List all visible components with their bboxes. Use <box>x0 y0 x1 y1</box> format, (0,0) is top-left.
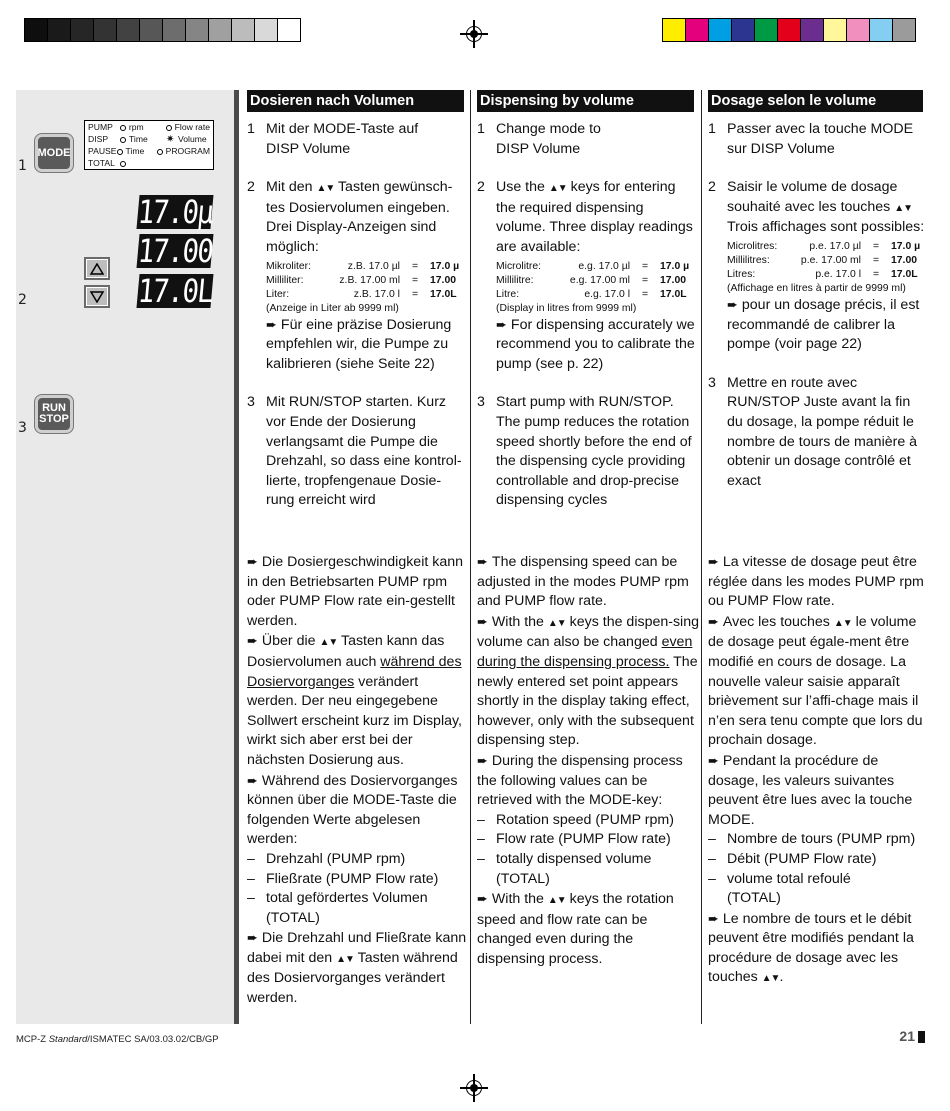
note-emphasis: even during the dispensing process. <box>477 634 693 670</box>
run-stop-button[interactable] <box>35 395 73 433</box>
list-item: – Débit (PUMP Flow rate) <box>708 850 930 870</box>
up-down-keys-icon: ▲▼ <box>761 973 780 985</box>
color-swatch <box>162 18 186 42</box>
english-column <box>477 90 697 511</box>
list-item: – Flow rate (PUMP Flow rate) <box>477 830 699 850</box>
step-num: 3 <box>477 394 485 411</box>
footer-document-id <box>16 1034 219 1045</box>
arrow-right-icon: ➨ <box>247 772 258 788</box>
color-swatch <box>685 18 709 42</box>
unit-example: p.e. 17.0 µl <box>809 240 861 252</box>
arrow-right-icon: ➨ <box>496 316 507 332</box>
note-text: La vitesse de dosage peut être réglée dans les modes PUMP rpm ou PUMP Flow rate. <box>708 554 924 610</box>
registration-mark-top <box>460 20 488 48</box>
up-down-keys-icon: ▲▼ <box>833 617 852 629</box>
legend-mode: PUMP <box>88 122 113 132</box>
list-item: – Nombre de tours (PUMP rpm) <box>708 830 930 850</box>
up-down-keys-icon: ▲▼ <box>316 183 335 195</box>
color-swatch <box>731 18 755 42</box>
step-num: 3 <box>708 374 716 391</box>
note-text: verändert werden. Der neu eingegebene Sollwert erscheint kurz im Display, wirkt sich aber erst bei der nächsten Dosierung aus. <box>247 673 462 768</box>
unit-example: z.B. 17.00 ml <box>339 274 400 286</box>
equals: = <box>411 260 419 272</box>
step-1 <box>708 120 928 159</box>
page-number: 21 <box>899 1028 915 1044</box>
unit-display: 17.0L <box>891 268 918 280</box>
list-text: Flow rate (PUMP Flow rate) <box>496 831 671 848</box>
color-calibration-bar <box>662 18 915 42</box>
lcd-display-millilitre: 17.00 <box>136 232 214 270</box>
unit-display: 17.00 <box>891 254 918 266</box>
unit-row <box>266 260 467 274</box>
unit-row <box>727 254 928 268</box>
list-text: (TOTAL) <box>727 890 781 907</box>
step-1 <box>247 120 467 159</box>
unit-row <box>496 274 697 288</box>
arrow-right-icon: ➨ <box>247 633 258 649</box>
registration-mark-bottom <box>460 1074 488 1102</box>
up-down-keys-icon: ▲▼ <box>319 637 338 649</box>
arrow-right-icon: ➨ <box>477 752 488 768</box>
arrow-right-icon: ➨ <box>708 752 719 768</box>
up-down-keys-icon: ▲▼ <box>336 953 354 965</box>
arrow-right-icon: ➨ <box>708 613 719 629</box>
circle-indicator-icon <box>157 149 163 155</box>
unit-display: 17.0 µ <box>660 260 690 272</box>
list-text: volume total refoulé <box>727 870 851 887</box>
step-text: Use the <box>496 179 545 196</box>
note-text: The dispensing speed can be adjusted in the modes PUMP rpm and PUMP flow rate. <box>477 554 689 610</box>
arrow-right-icon: ➨ <box>247 554 258 569</box>
step-text: Passer avec la touche MODE sur DISP Volume <box>727 121 914 157</box>
equals: = <box>872 254 880 266</box>
french-notes <box>708 552 930 989</box>
unit-example: e.g. 17.0 µl <box>578 260 630 272</box>
step-text: Mit den <box>266 179 313 196</box>
step-text: Mit RUN/STOP starten. Kurz vor Ende der Dosierung verlangsamt die Pumpe die Drehzahl, so dass eine kontrol-lierte, tropfengenaue Dosie-rung erreicht wird <box>266 394 462 509</box>
legend-sub: Flow rate <box>174 122 210 132</box>
mode-button-label: MODE <box>37 146 71 159</box>
color-swatch <box>70 18 94 42</box>
unit-table <box>266 260 467 315</box>
unit-table <box>727 240 928 295</box>
equals: = <box>411 274 419 286</box>
step-text: Saisir le volume de dosage souhaité avec les touches <box>727 179 898 215</box>
unit-display: 17.0 µ <box>891 240 921 252</box>
arrow-right-icon: ➨ <box>477 554 488 569</box>
circle-indicator-icon <box>120 125 126 131</box>
color-swatch <box>93 18 117 42</box>
equals: = <box>641 288 649 300</box>
unit-example: e.g. 17.0 l <box>584 288 630 300</box>
list-item: – Rotation speed (PUMP rpm) <box>477 811 699 831</box>
triangle-down-icon <box>90 291 104 303</box>
unit-row <box>266 274 467 288</box>
step-2 <box>708 178 928 355</box>
run-label: RUN <box>42 402 66 414</box>
note-text: keys the rotation speed and flow rate can be changed even during the dispensing process. <box>477 891 674 967</box>
unit-name: Liter: <box>266 288 290 300</box>
equals: = <box>641 274 649 286</box>
unit-name: Millilitre: <box>496 274 534 286</box>
note-text: Tasten kann das Dosiervolumen auch <box>247 633 445 670</box>
list-item: – totally dispensed volume <box>477 850 699 870</box>
legend-sub: Time <box>129 134 148 144</box>
arrow-right-icon: ➨ <box>477 891 488 907</box>
unit-name: Litre: <box>496 288 520 300</box>
circle-indicator-icon <box>117 149 123 155</box>
unit-row <box>266 288 467 302</box>
legend-sub: Time <box>125 146 145 156</box>
step-number-1: 1 <box>18 158 27 174</box>
note-text: Tasten während des Dosiervorganges verändert werden. <box>247 949 458 1007</box>
note-text: keys the dispen-sing volume can also be changed <box>477 613 699 651</box>
color-swatch <box>708 18 732 42</box>
unit-note: (Anzeige in Liter ab 9999 ml) <box>266 302 399 314</box>
grayscale-calibration-bar <box>24 18 300 42</box>
note-text: Pendant la procédure de dosage, les valeurs suivantes peuvent être lues avec la touche MODE. <box>708 752 913 828</box>
unit-row <box>727 240 928 254</box>
note-text: Avec les touches <box>722 613 830 630</box>
list-text: Rotation speed (PUMP rpm) <box>496 811 674 828</box>
unit-example: e.g. 17.00 ml <box>569 274 630 286</box>
note-text: Le nombre de tours et le débit peuvent être modifiés pendant la procédure de dosage avec les touches <box>708 910 914 986</box>
arrow-right-icon: ➨ <box>247 930 258 946</box>
legend-mode: PAUSE <box>88 146 117 156</box>
color-swatch <box>116 18 140 42</box>
note-text: Über die <box>261 633 316 650</box>
color-swatch <box>277 18 301 42</box>
note-text: With the <box>491 891 544 908</box>
unit-example: p.e. 17.00 ml <box>800 254 861 266</box>
list-item: – volume total refoulé <box>708 870 930 890</box>
list-text: Débit (PUMP Flow rate) <box>727 850 877 867</box>
section-header: Dispensing by volume <box>477 90 694 112</box>
note-text: Die Dosiergeschwindigkeit kann in den Betriebsarten PUMP rpm oder PUMP Flow rate ein-gestellt werden. <box>247 554 463 629</box>
color-swatch <box>24 18 48 42</box>
step-num: 1 <box>477 121 485 137</box>
step-text: keys for entering the required dispensing volume. Three display readings are available: <box>496 179 693 255</box>
up-arrow-button[interactable] <box>84 257 110 280</box>
list-text: Fließrate (PUMP Flow rate) <box>266 870 439 887</box>
lcd-display-litre: 17.0L <box>136 272 214 310</box>
step-number-2: 2 <box>18 292 27 308</box>
unit-row <box>727 268 928 282</box>
step-num: 1 <box>247 121 255 137</box>
english-notes <box>477 552 699 969</box>
arrow-right-icon: ➨ <box>708 554 719 569</box>
unit-example: z.B. 17.0 l <box>353 288 400 300</box>
color-swatch <box>139 18 163 42</box>
color-swatch <box>777 18 801 42</box>
unit-display: 17.0L <box>660 288 687 300</box>
list-item: – Fließrate (PUMP Flow rate) <box>247 870 469 890</box>
unit-name: Millilitres: <box>727 254 770 266</box>
legend-mode: TOTAL <box>88 158 115 168</box>
column-divider <box>701 90 702 1024</box>
list-text: (TOTAL) <box>496 870 550 887</box>
circle-indicator-icon <box>120 137 126 143</box>
up-down-keys-icon: ▲▼ <box>894 202 913 214</box>
legend-sub: PROGRAM <box>165 146 210 156</box>
section-header: Dosieren nach Volumen <box>247 90 464 112</box>
list-item: – total gefördertes Volumen <box>247 889 469 909</box>
footer-text: /ISMATEC SA/03.03.02/CB/GP <box>87 1034 219 1045</box>
note-text: . <box>779 969 784 986</box>
note-text: During the dispensing process the following values can be retrieved with the MODE-key: <box>477 752 683 809</box>
color-swatch <box>185 18 209 42</box>
color-swatch <box>800 18 824 42</box>
list-text: Nombre de tours (PUMP rpm) <box>727 831 916 848</box>
lcd-display-microlitre: 17.0µ <box>136 193 214 231</box>
german-column <box>247 90 467 511</box>
active-indicator-icon: ✷ <box>166 134 175 145</box>
list-text: totally dispensed volume <box>496 850 652 867</box>
unit-display: 17.0 µ <box>430 260 460 272</box>
unit-example: z.B. 17.0 µl <box>347 260 400 272</box>
step-text: Change mode to DISP Volume <box>496 121 601 157</box>
unit-display: 17.00 <box>430 274 457 286</box>
arrow-right-icon: ➨ <box>266 316 277 332</box>
stop-label: STOP <box>39 413 69 425</box>
calibration-note: Für eine präzise Dosierung empfehlen wir, die Pumpe zu kalibrieren (siehe Seite 22) <box>266 316 452 372</box>
unit-display: 17.00 <box>660 274 687 286</box>
step-text: Tasten gewünsch-tes Dosiervolumen eingeben. Drei Display-Anzeigen sind möglich: <box>266 179 453 255</box>
mode-legend-panel <box>84 120 214 170</box>
list-text: Drehzahl (PUMP rpm) <box>266 850 406 867</box>
footer-text: MCP-Z <box>16 1034 49 1045</box>
step-text: Mit der MODE-Taste auf DISP Volume <box>266 121 419 157</box>
step-3 <box>247 393 467 511</box>
legend-row <box>88 121 210 133</box>
color-swatch <box>823 18 847 42</box>
step-num: 1 <box>708 121 716 137</box>
up-down-keys-icon: ▲▼ <box>547 895 566 907</box>
german-notes <box>247 552 469 1009</box>
unit-row <box>496 288 697 302</box>
note-text: Während des Dosiervorganges können über die MODE-Taste die folgenden Werte abgelesen werden: <box>247 772 458 848</box>
equals: = <box>872 240 880 252</box>
down-arrow-button[interactable] <box>84 285 110 308</box>
unit-note: (Affichage en litres à partir de 9999 ml) <box>727 282 906 294</box>
legend-row <box>88 133 210 145</box>
up-down-keys-icon: ▲▼ <box>548 183 567 195</box>
circle-indicator-icon <box>120 161 126 167</box>
equals: = <box>411 288 419 300</box>
color-swatch <box>208 18 232 42</box>
calibration-note: For dispensing accurately we recommend you to calibrate the pump (see p. 22) <box>496 316 695 372</box>
step-text: Start pump with RUN/STOP. The pump reduces the rotation speed shortly before the end of the dispensing cycle providing controllable and drop-precise dispensing cycles <box>496 394 692 509</box>
step-num: 2 <box>247 179 255 196</box>
legend-sub: Volume <box>178 134 207 144</box>
unit-name: Milliliter: <box>266 274 304 286</box>
up-down-keys-icon: ▲▼ <box>547 617 566 629</box>
color-swatch <box>754 18 778 42</box>
step-num: 2 <box>477 179 485 196</box>
arrow-right-icon: ➨ <box>477 613 488 629</box>
step-3 <box>477 393 697 511</box>
equals: = <box>641 260 649 272</box>
step-text: Trois affichages sont possibles: <box>727 219 925 236</box>
legend-row <box>88 157 210 169</box>
step-text: Mettre en route avec RUN/STOP Juste avant la fin du dosage, la pompe réduit le nombre de tours de manière à obtenir un dosage contrôlé et exact <box>727 374 918 489</box>
color-swatch <box>869 18 893 42</box>
color-swatch <box>892 18 916 42</box>
legend-sub: rpm <box>128 122 144 132</box>
calibration-note: pour un dosage précis, il est recommandé de calibrer la pompe (voir page 22) <box>727 296 920 353</box>
unit-table <box>496 260 697 315</box>
color-swatch <box>254 18 278 42</box>
unit-name: Microlitres: <box>727 240 778 252</box>
french-column <box>708 90 928 491</box>
unit-note: (Display in litres from 9999 ml) <box>496 302 637 314</box>
unit-name: Microlitre: <box>496 260 542 272</box>
unit-name: Litres: <box>727 268 756 280</box>
note-emphasis: während des Dosiervorganges <box>247 653 462 690</box>
arrow-right-icon: ➨ <box>727 296 738 312</box>
page-marker <box>918 1031 925 1043</box>
step-number-3: 3 <box>18 420 27 436</box>
note-text: The newly entered set point appears shortly in the display taking effect, however, only with the subsequent dispensing step. <box>477 653 698 749</box>
color-swatch <box>231 18 255 42</box>
unit-name: Mikroliter: <box>266 260 312 272</box>
step-num: 2 <box>708 179 716 196</box>
mode-button[interactable] <box>35 134 73 172</box>
legend-mode: DISP <box>88 134 109 144</box>
step-2 <box>247 178 467 374</box>
triangle-up-icon <box>90 263 104 275</box>
circle-indicator-icon <box>166 125 172 131</box>
note-text: le volume de dosage peut égale-ment être modifié en cours de dosage. La nouvelle valeur saisie apparaît brièvement sur l’affi-chage mais il n’en sera tenu compte que lors du prochain dosage. <box>708 613 923 749</box>
color-swatch <box>47 18 71 42</box>
unit-display: 17.0L <box>430 288 457 300</box>
step-3 <box>708 374 928 492</box>
unit-example: p.e. 17.0 l <box>815 268 861 280</box>
section-header: Dosage selon le volume <box>708 90 923 112</box>
step-num: 3 <box>247 394 255 411</box>
unit-row <box>496 260 697 274</box>
legend-row <box>88 145 210 157</box>
list-text: total gefördertes Volumen <box>266 890 428 907</box>
color-swatch <box>846 18 870 42</box>
step-2 <box>477 178 697 374</box>
footer-text-italic: Standard <box>48 1034 88 1045</box>
equals: = <box>872 268 880 280</box>
arrow-right-icon: ➨ <box>708 910 719 926</box>
list-item: – Drehzahl (PUMP rpm) <box>247 850 469 870</box>
sidebar-divider <box>234 90 239 1024</box>
list-text: (TOTAL) <box>266 909 320 926</box>
column-divider <box>470 90 471 1024</box>
note-text: Die Drehzahl und Fließrate kann dabei mit den <box>247 930 467 966</box>
color-swatch <box>662 18 686 42</box>
step-1 <box>477 120 697 159</box>
note-text: With the <box>491 613 544 630</box>
